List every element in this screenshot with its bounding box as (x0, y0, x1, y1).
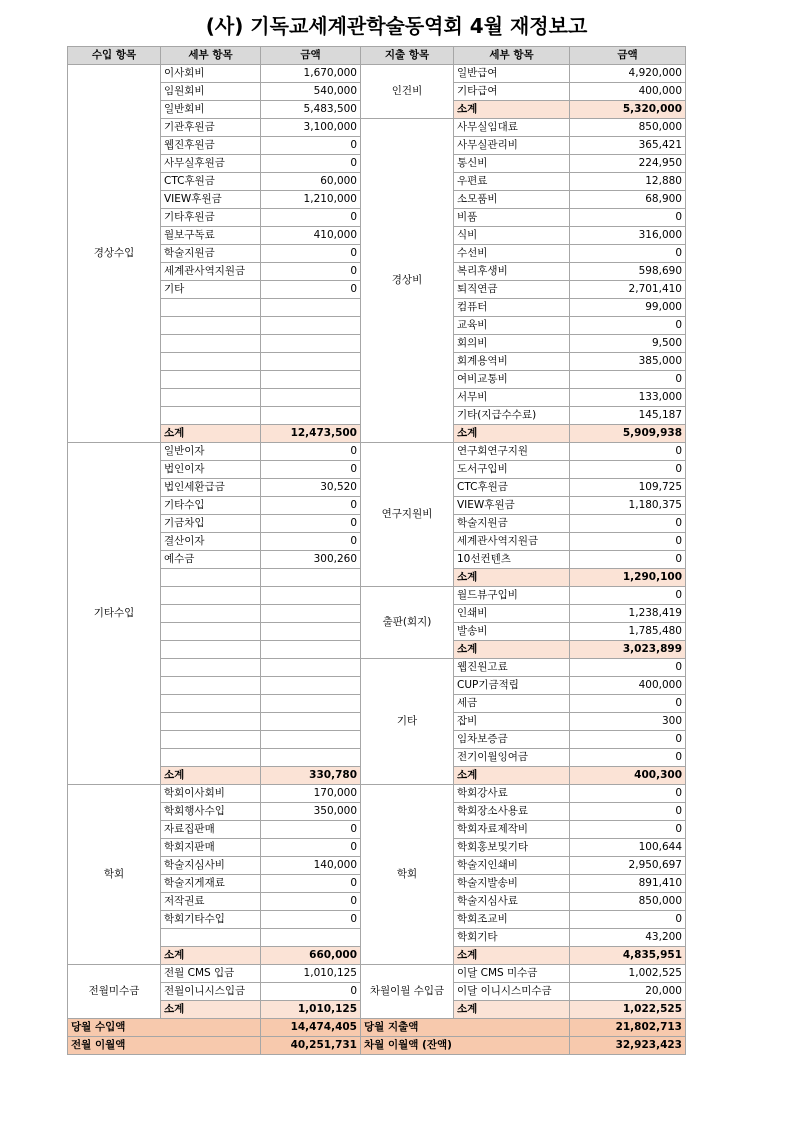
expense-item-amount: 0 (570, 659, 686, 677)
income-item-amount (261, 713, 361, 731)
expense-item-amount: 9,500 (570, 335, 686, 353)
income-item-label (161, 749, 261, 767)
expense-category: 연구지원비 (361, 443, 454, 587)
expense-item-amount: 316,000 (570, 227, 686, 245)
income-item-label: 이사회비 (161, 65, 261, 83)
income-item-label: 사무실후원금 (161, 155, 261, 173)
expense-item-label: 세금 (454, 695, 570, 713)
table-row (68, 659, 686, 677)
expense-item-label: 통신비 (454, 155, 570, 173)
expense-item-label: 학술지원금 (454, 515, 570, 533)
income-item-amount: 350,000 (261, 803, 361, 821)
expense-item-label: 학회기타 (454, 929, 570, 947)
expense-subtotal-label: 소계 (454, 947, 570, 965)
income-item-amount: 410,000 (261, 227, 361, 245)
expense-item-amount: 0 (570, 911, 686, 929)
expense-subtotal-label: 소계 (454, 101, 570, 119)
table-row (68, 785, 686, 803)
expense-item-label: VIEW후원금 (454, 497, 570, 515)
expense-item-amount: 0 (570, 461, 686, 479)
expense-item-amount: 2,701,410 (570, 281, 686, 299)
income-item-label (161, 389, 261, 407)
expense-item-label: 잡비 (454, 713, 570, 731)
total-left-amount: 14,474,405 (261, 1019, 361, 1037)
table-row (68, 119, 686, 137)
expense-item-label: 학술지인쇄비 (454, 857, 570, 875)
expense-item-label: 교육비 (454, 317, 570, 335)
expense-item-amount: 4,920,000 (570, 65, 686, 83)
expense-item-label: 서무비 (454, 389, 570, 407)
income-item-amount: 0 (261, 911, 361, 929)
income-item-label (161, 623, 261, 641)
expense-subtotal-amount: 5,909,938 (570, 425, 686, 443)
income-item-label: 학회지판매 (161, 839, 261, 857)
income-item-label: 학술지원금 (161, 245, 261, 263)
total-left-label: 당월 수입액 (68, 1019, 261, 1037)
expense-item-amount: 1,785,480 (570, 623, 686, 641)
expense-item-amount: 0 (570, 803, 686, 821)
expense-item-label: 도서구입비 (454, 461, 570, 479)
expense-category: 출판(회지) (361, 587, 454, 659)
expense-item-amount: 0 (570, 821, 686, 839)
income-item-amount (261, 749, 361, 767)
income-item-amount (261, 407, 361, 425)
expense-item-amount: 109,725 (570, 479, 686, 497)
income-item-amount: 0 (261, 245, 361, 263)
income-item-amount (261, 317, 361, 335)
income-item-amount: 0 (261, 533, 361, 551)
expense-category: 기타 (361, 659, 454, 785)
expense-item-amount: 2,950,697 (570, 857, 686, 875)
expense-item-amount: 1,238,419 (570, 605, 686, 623)
income-item-label (161, 371, 261, 389)
income-subtotal-label: 소계 (161, 947, 261, 965)
finance-table (67, 46, 686, 1055)
income-item-label: 법인이자 (161, 461, 261, 479)
income-item-label (161, 407, 261, 425)
income-item-label: 학술지게재료 (161, 875, 261, 893)
income-item-label: 전월 CMS 입금 (161, 965, 261, 983)
expense-item-amount: 0 (570, 785, 686, 803)
expense-subtotal-label: 소계 (454, 569, 570, 587)
income-item-amount: 0 (261, 155, 361, 173)
expense-item-label: 소모품비 (454, 191, 570, 209)
expense-item-label: 기타(지급수수료) (454, 407, 570, 425)
table-row (68, 65, 686, 83)
expense-item-label: 학술지발송비 (454, 875, 570, 893)
expense-item-label: 학회조교비 (454, 911, 570, 929)
expense-item-amount: 1,002,525 (570, 965, 686, 983)
expense-item-label: 여비교통비 (454, 371, 570, 389)
expense-item-amount: 891,410 (570, 875, 686, 893)
income-subtotal-amount: 660,000 (261, 947, 361, 965)
income-item-label (161, 353, 261, 371)
total-right-amount: 21,802,713 (570, 1019, 686, 1037)
income-item-amount: 0 (261, 263, 361, 281)
income-category: 기타수입 (68, 443, 161, 785)
expense-subtotal-amount: 3,023,899 (570, 641, 686, 659)
income-item-label: 기금차입 (161, 515, 261, 533)
income-item-label: 자료집판매 (161, 821, 261, 839)
expense-item-label: 이달 이니시스미수금 (454, 983, 570, 1001)
income-category: 학회 (68, 785, 161, 965)
income-item-label: 기타후원금 (161, 209, 261, 227)
expense-item-label: CUP기금적립 (454, 677, 570, 695)
income-item-label: 학회행사수입 (161, 803, 261, 821)
income-category-header: 수입 항목 (68, 47, 161, 65)
table-row (68, 965, 686, 983)
income-item-amount (261, 569, 361, 587)
expense-item-label: 우편료 (454, 173, 570, 191)
income-item-label: 예수금 (161, 551, 261, 569)
income-item-label: 전월이니시스입금 (161, 983, 261, 1001)
income-item-label (161, 695, 261, 713)
income-item-amount: 0 (261, 821, 361, 839)
income-item-label (161, 317, 261, 335)
income-item-label: 기타수입 (161, 497, 261, 515)
expense-item-amount: 400,000 (570, 83, 686, 101)
income-item-amount: 140,000 (261, 857, 361, 875)
expense-item-amount: 0 (570, 695, 686, 713)
expense-item-label: 10선컨텐츠 (454, 551, 570, 569)
income-item-label: 학술지심사비 (161, 857, 261, 875)
total-left-amount: 40,251,731 (261, 1037, 361, 1055)
income-item-amount: 0 (261, 443, 361, 461)
expense-item-label: 세계관사역지원금 (454, 533, 570, 551)
expense-subtotal-amount: 1,290,100 (570, 569, 686, 587)
expense-item-amount: 0 (570, 749, 686, 767)
income-item-amount (261, 299, 361, 317)
income-item-label (161, 713, 261, 731)
expense-item-label: 전기이월잉여금 (454, 749, 570, 767)
income-item-amount: 1,210,000 (261, 191, 361, 209)
expense-subtotal-label: 소계 (454, 641, 570, 659)
header-row (68, 47, 686, 65)
expense-amount-header: 금액 (570, 47, 686, 65)
expense-item-amount: 0 (570, 515, 686, 533)
income-subtotal-label: 소계 (161, 767, 261, 785)
income-subtotal-label: 소계 (161, 1001, 261, 1019)
total-left-label: 전월 이월액 (68, 1037, 261, 1055)
income-item-label (161, 587, 261, 605)
expense-subtotal-amount: 1,022,525 (570, 1001, 686, 1019)
expense-item-amount: 850,000 (570, 893, 686, 911)
income-item-amount (261, 641, 361, 659)
income-item-amount: 0 (261, 461, 361, 479)
expense-item-amount: 145,187 (570, 407, 686, 425)
expense-item-amount: 0 (570, 443, 686, 461)
table-row (68, 587, 686, 605)
expense-item-label: 학술지심사료 (454, 893, 570, 911)
income-amount-header: 금액 (261, 47, 361, 65)
income-subtotal-amount: 12,473,500 (261, 425, 361, 443)
expense-item-label: 월드뷰구입비 (454, 587, 570, 605)
expense-item-amount: 224,950 (570, 155, 686, 173)
income-item-label: 법인세환급금 (161, 479, 261, 497)
expense-item-label: 컴퓨터 (454, 299, 570, 317)
income-item-amount (261, 371, 361, 389)
expense-item-label: 사무실관리비 (454, 137, 570, 155)
expense-item-amount: 0 (570, 209, 686, 227)
income-item-amount: 0 (261, 515, 361, 533)
income-item-amount: 0 (261, 281, 361, 299)
income-item-label (161, 641, 261, 659)
income-item-amount: 30,520 (261, 479, 361, 497)
income-subtotal-amount: 1,010,125 (261, 1001, 361, 1019)
expense-item-amount: 12,880 (570, 173, 686, 191)
expense-item-amount: 0 (570, 551, 686, 569)
income-item-amount: 5,483,500 (261, 101, 361, 119)
income-item-amount: 3,100,000 (261, 119, 361, 137)
total-right-amount: 32,923,423 (570, 1037, 686, 1055)
expense-item-amount: 1,180,375 (570, 497, 686, 515)
income-item-amount: 0 (261, 983, 361, 1001)
income-item-amount: 60,000 (261, 173, 361, 191)
income-item-amount: 0 (261, 893, 361, 911)
page-title: (사) 기독교세계관학술동역회 4월 재정보고 (205, 14, 588, 38)
expense-item-label: 인쇄비 (454, 605, 570, 623)
income-item-label (161, 929, 261, 947)
expense-subtotal-amount: 400,300 (570, 767, 686, 785)
income-item-amount: 0 (261, 137, 361, 155)
expense-item-label: 학회강사료 (454, 785, 570, 803)
income-item-label: 일반이자 (161, 443, 261, 461)
income-item-amount: 300,260 (261, 551, 361, 569)
income-item-amount: 0 (261, 875, 361, 893)
expense-item-label: 식비 (454, 227, 570, 245)
income-item-amount (261, 659, 361, 677)
income-item-label: 학회이사회비 (161, 785, 261, 803)
expense-item-amount: 0 (570, 533, 686, 551)
expense-item-label: 기타급여 (454, 83, 570, 101)
expense-category-header: 지출 항목 (361, 47, 454, 65)
expense-item-amount: 43,200 (570, 929, 686, 947)
income-item-amount (261, 929, 361, 947)
expense-item-amount: 850,000 (570, 119, 686, 137)
expense-item-label: 연구회연구지원 (454, 443, 570, 461)
expense-item-label: 일반급여 (454, 65, 570, 83)
expense-category: 차월이월 수입금 (361, 965, 454, 1019)
income-category: 전월미수금 (68, 965, 161, 1019)
income-item-label (161, 569, 261, 587)
total-right-label: 차월 이월액 (잔액) (361, 1037, 570, 1055)
expense-item-label: 발송비 (454, 623, 570, 641)
income-item-amount: 0 (261, 497, 361, 515)
income-item-amount: 1,670,000 (261, 65, 361, 83)
expense-item-label: 학회장소사용료 (454, 803, 570, 821)
expense-subtotal-label: 소계 (454, 1001, 570, 1019)
income-item-amount (261, 695, 361, 713)
expense-item-label: 회의비 (454, 335, 570, 353)
expense-item-label: 임차보증금 (454, 731, 570, 749)
income-item-amount (261, 677, 361, 695)
income-item-amount (261, 389, 361, 407)
income-item-label: 학회기타수입 (161, 911, 261, 929)
expense-item-label: 이달 CMS 미수금 (454, 965, 570, 983)
expense-category: 인건비 (361, 65, 454, 119)
table-row (68, 443, 686, 461)
income-item-label (161, 677, 261, 695)
income-item-amount (261, 623, 361, 641)
expense-item-amount: 385,000 (570, 353, 686, 371)
expense-item-label: 수선비 (454, 245, 570, 263)
expense-item-amount: 0 (570, 317, 686, 335)
expense-item-amount: 0 (570, 731, 686, 749)
expense-item-amount: 68,900 (570, 191, 686, 209)
income-item-label: 기관후원금 (161, 119, 261, 137)
expense-item-amount: 0 (570, 587, 686, 605)
income-item-amount (261, 605, 361, 623)
expense-item-amount: 300 (570, 713, 686, 731)
income-item-label (161, 299, 261, 317)
income-item-label (161, 605, 261, 623)
expense-item-label: CTC후원금 (454, 479, 570, 497)
income-item-amount (261, 731, 361, 749)
expense-item-amount: 598,690 (570, 263, 686, 281)
income-item-label: 임원회비 (161, 83, 261, 101)
expense-subtotal-amount: 4,835,951 (570, 947, 686, 965)
expense-category: 경상비 (361, 119, 454, 443)
expense-item-amount: 100,644 (570, 839, 686, 857)
expense-subtotal-amount: 5,320,000 (570, 101, 686, 119)
total-row (68, 1019, 686, 1037)
expense-item-amount: 0 (570, 245, 686, 263)
expense-item-label: 복리후생비 (454, 263, 570, 281)
expense-item-label: 학회홍보및기타 (454, 839, 570, 857)
expense-item-amount: 99,000 (570, 299, 686, 317)
income-item-label: 웹진후원금 (161, 137, 261, 155)
expense-detail-header: 세부 항목 (454, 47, 570, 65)
income-category: 경상수입 (68, 65, 161, 443)
expense-item-label: 회계용역비 (454, 353, 570, 371)
income-item-label (161, 335, 261, 353)
expense-item-amount: 365,421 (570, 137, 686, 155)
income-item-amount: 1,010,125 (261, 965, 361, 983)
income-item-amount: 0 (261, 209, 361, 227)
income-item-label: CTC후원금 (161, 173, 261, 191)
income-item-label: 일반회비 (161, 101, 261, 119)
income-item-label: VIEW후원금 (161, 191, 261, 209)
income-item-label: 세계관사역지원금 (161, 263, 261, 281)
expense-item-amount: 20,000 (570, 983, 686, 1001)
expense-subtotal-label: 소계 (454, 425, 570, 443)
expense-subtotal-label: 소계 (454, 767, 570, 785)
total-row (68, 1037, 686, 1055)
income-item-amount: 170,000 (261, 785, 361, 803)
income-item-label (161, 659, 261, 677)
expense-category: 학회 (361, 785, 454, 965)
expense-item-label: 비품 (454, 209, 570, 227)
expense-item-label: 퇴직연금 (454, 281, 570, 299)
income-item-label: 저작권료 (161, 893, 261, 911)
income-item-amount (261, 335, 361, 353)
total-right-label: 당월 지출액 (361, 1019, 570, 1037)
income-detail-header: 세부 항목 (161, 47, 261, 65)
income-subtotal-label: 소계 (161, 425, 261, 443)
expense-item-label: 웹진원고료 (454, 659, 570, 677)
expense-item-amount: 133,000 (570, 389, 686, 407)
expense-item-amount: 400,000 (570, 677, 686, 695)
income-item-label: 결산이자 (161, 533, 261, 551)
income-item-amount: 0 (261, 839, 361, 857)
income-item-amount: 540,000 (261, 83, 361, 101)
expense-item-label: 학회자료제작비 (454, 821, 570, 839)
income-item-label: 월보구독료 (161, 227, 261, 245)
income-item-label: 기타 (161, 281, 261, 299)
expense-item-label: 사무실임대료 (454, 119, 570, 137)
income-subtotal-amount: 330,780 (261, 767, 361, 785)
expense-item-amount: 0 (570, 371, 686, 389)
income-item-amount (261, 587, 361, 605)
income-item-label (161, 731, 261, 749)
income-item-amount (261, 353, 361, 371)
